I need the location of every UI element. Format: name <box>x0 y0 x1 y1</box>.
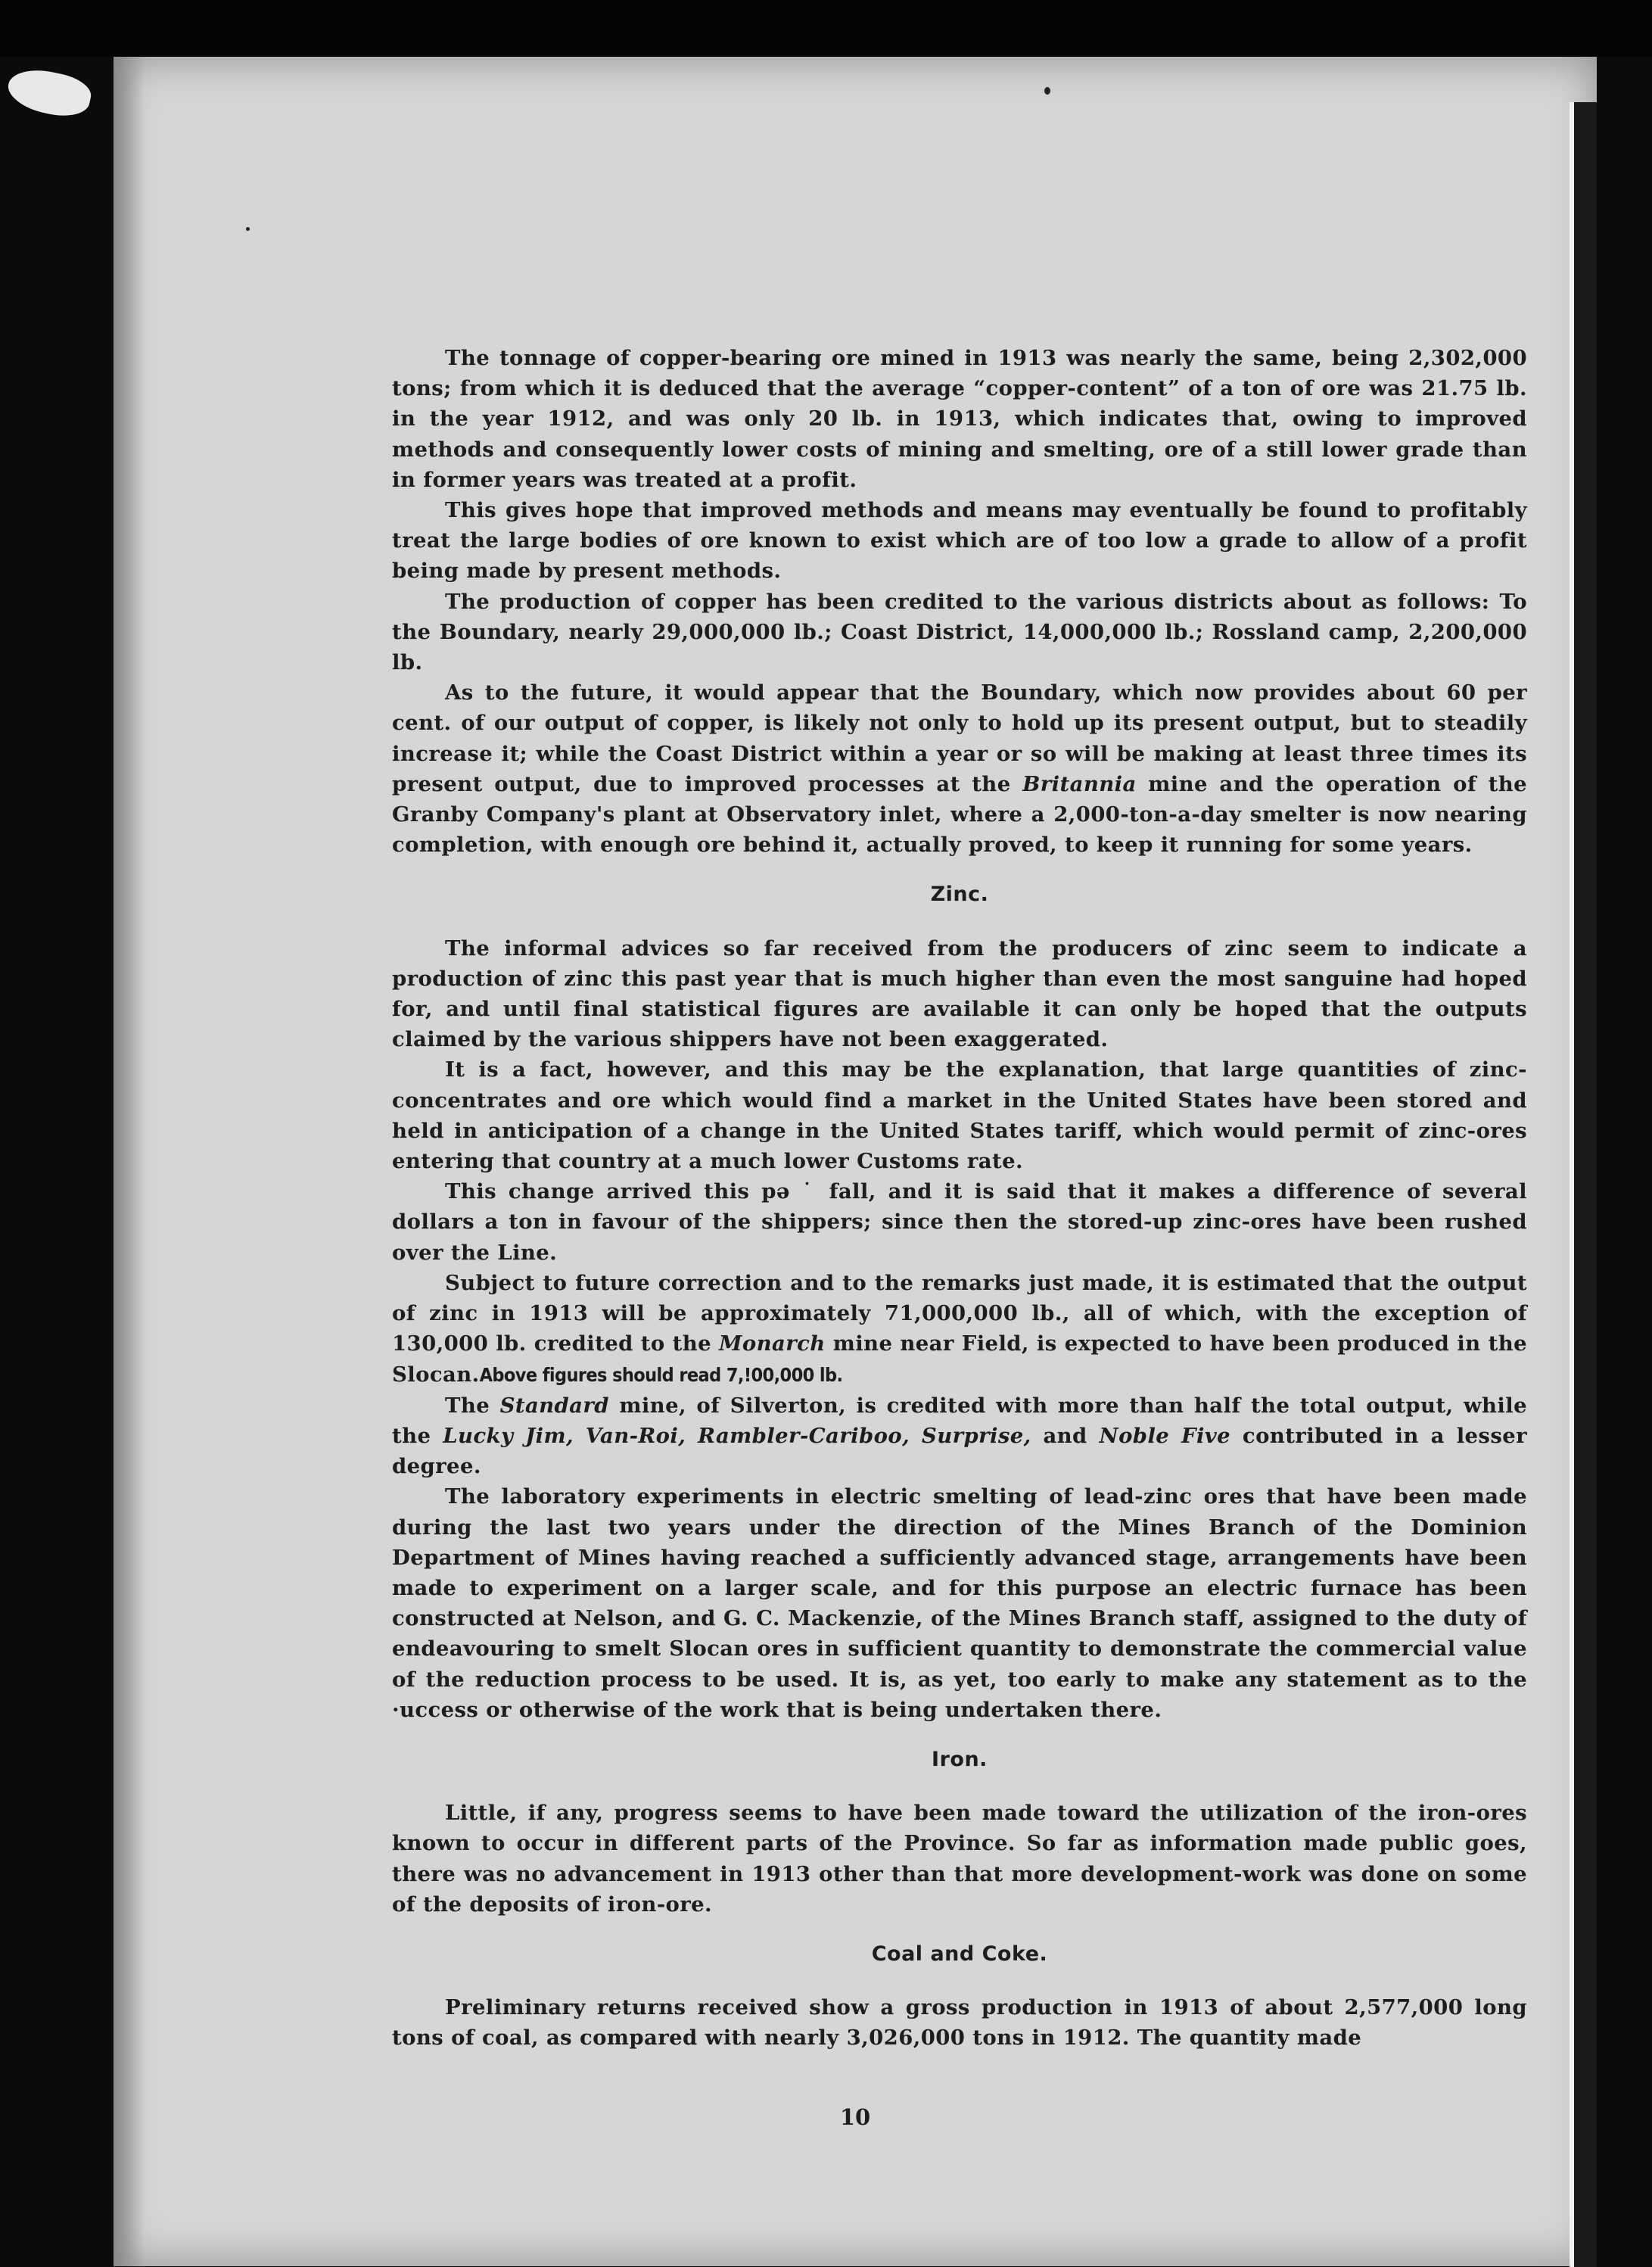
text-run: mine, of Silverton, is credited with more than half the total output, while the <box>392 1393 1527 1448</box>
page-gutter-shadow <box>114 57 144 2266</box>
section-heading-coal: Coal and Coke. <box>871 1942 1048 1966</box>
paragraph: Little, if any, progress seems to have been made toward the utilization of the iron-ores known to occur in different parts of the Province. So far as information made public goes, there was no advancement in 1913 other than that more development-work was done on some of the deposits of iron-ore. <box>392 1801 1527 1917</box>
italic-name: Britannia <box>1022 771 1137 796</box>
paragraph: This gives hope that improved methods and means may eventually be found to profitably treat the large bodies of ore known to exist which are of too low a grade to allow of a profit being made by present methods. <box>392 498 1527 584</box>
scan-border-right <box>1574 102 1597 2267</box>
text-run: contributed in a lesser degree. <box>392 1423 1527 1479</box>
paragraph: It is a fact, however, and this may be the explanation, that large quantities of zinc-concentrates and ore which would find a market in the United States have been stored and held in anticipation of a change in the United States tariff, which would permit of zinc-ores entering that country at a much lower Customs rate. <box>392 1057 1527 1174</box>
document-page <box>114 57 1597 2266</box>
paragraph <box>392 677 1527 860</box>
text-run: and <box>1031 1423 1100 1448</box>
correction-note: Above figures should read 7,!00,000 lb. <box>479 1363 843 1386</box>
text-run: As to the future, it would appear that the Boundary, which now provides about 60 per cent. of our output of copper, is likely not only to hold up its present output, but to steadily increase it; while the Coast District within a year or so will be making at least three times its present output, due to improved processes at the <box>392 680 1527 796</box>
text-run: mine near Field, is expected to have been produced in the Slocan. <box>392 1331 1527 1387</box>
text-run: Subject to future correction and to the remarks just made, it is estimated that the output of zinc in 1913 will be approximately 71,000,000 lb., all of which, with the exception of 130,000 lb. credited to the <box>392 1270 1527 1356</box>
page-body <box>392 343 1527 2054</box>
paragraph <box>392 1390 1527 1482</box>
paragraph: The tonnage of copper-bearing ore mined in 1913 was nearly the same, being 2,302,000 tons; from which it is deduced that the average “copper-content” of a ton of ore was 21.75 lb. in the year 1912, and was only 20 lb. in 1913, which indicates that, owing to improved methods and consequently lower costs of mining and smelting, ore of a still lower grade than in former years was treated at a profit. <box>392 346 1527 492</box>
scan-artifact-mark <box>4 64 94 122</box>
ink-speck <box>246 227 250 231</box>
paragraph: Preliminary returns received show a gross production in 1913 of about 2,577,000 long tons of coal, as compared with nearly 3,026,000 tons in 1912. The quantity made <box>392 1995 1527 2051</box>
paragraph <box>392 1268 1527 1390</box>
text-run: The <box>445 1393 500 1418</box>
paragraph: The laboratory experiments in electric smelting of lead-zinc ores that have been made during the last two years under the direction of the Mines Branch of the Dominion Department of Mines having reached a sufficiently advanced stage, arrangements have been made to experiment on a larger scale, and for this purpose an electric furnace has been constructed at Nelson, and G. C. Mackenzie, of the Mines Branch staff, assigned to the duty of endeavouring to smelt Slocan ores in sufficient quantity to demonstrate the commercial value of the reduction process to be used. It is, as yet, too early to make any statement as to the ·uccess or otherwise of the work that is being undertaken there. <box>392 1484 1527 1722</box>
ink-speck <box>1044 87 1050 95</box>
text-run: mine and the operation of the Granby Company's plant at Observatory inlet, where a 2,000-ton-a-day smelter is now nearing completion, with enough ore behind it, actually proved, to keep it running for some years. <box>392 771 1528 858</box>
paragraph: This change arrived this pə ˙ fall, and it is said that it makes a difference of several dollars a ton in favour of the shippers; since then the stored-up zinc-ores have been rushed over the Line. <box>392 1179 1527 1265</box>
section-heading-zinc: Zinc. <box>930 883 989 907</box>
section-heading-iron: Iron. <box>932 1747 988 1771</box>
paragraph: The informal advices so far received from the producers of zinc seem to indicate a production of zinc this past year that is much higher than even the most sanguine had hoped for, and until final statistical figures are available it can only be hoped that the outputs claimed by the various shippers have not been exaggerated. <box>392 936 1527 1052</box>
scan-border-top <box>0 0 1652 57</box>
page-number: 10 <box>839 2104 871 2130</box>
italic-name: Standard <box>499 1393 609 1418</box>
paragraph: The production of copper has been credited to the various districts about as follows: To the Boundary, nearly 29,000,000 lb.; Coast District, 14,000,000 lb.; Rossland camp, 2,200,000 lb. <box>392 589 1527 675</box>
italic-name: Noble Five <box>1099 1423 1231 1448</box>
italic-name: Lucky Jim, Van-Roi, Rambler-Cariboo, Surprise, <box>443 1423 1031 1448</box>
italic-name: Monarch <box>719 1331 826 1356</box>
